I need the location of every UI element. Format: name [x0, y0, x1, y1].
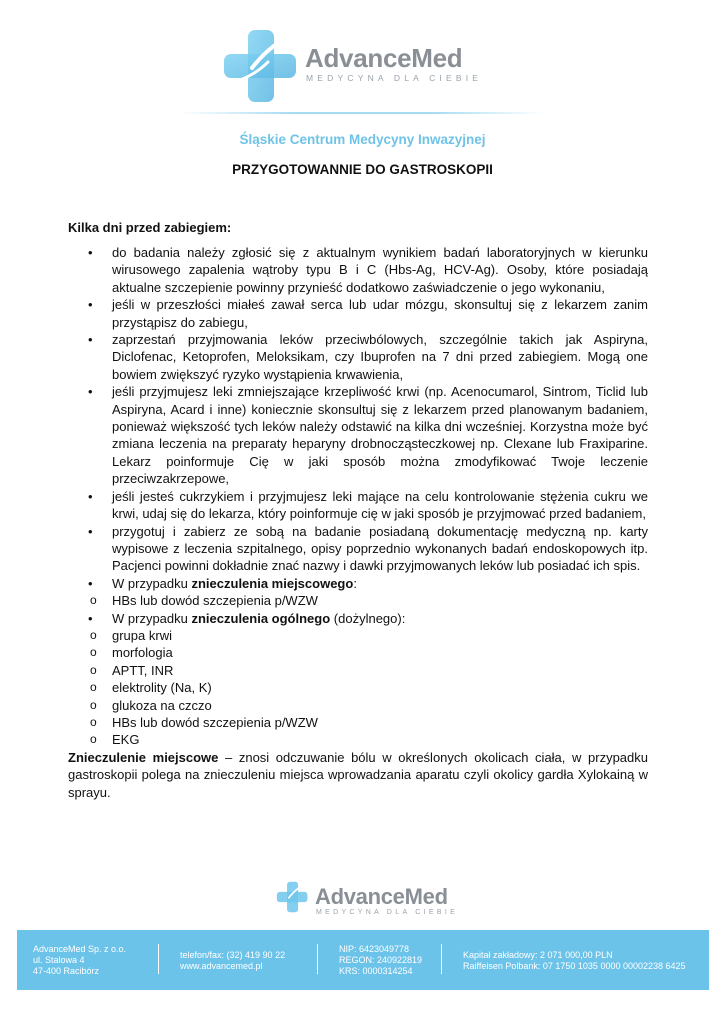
sub-list-item: o morfologia: [68, 644, 648, 661]
nip: NIP: 6423049778: [339, 944, 410, 954]
sub-list-item: o glukoza na czczo: [68, 697, 648, 714]
phone: telefon/fax: (32) 419 90 22: [180, 950, 286, 960]
city: 47-400 Racibórz: [33, 966, 100, 976]
footer-contact: [180, 950, 285, 972]
footer-registry: [339, 944, 422, 977]
anesthesia-note: [68, 749, 648, 801]
sub-list-item: o EKG: [68, 731, 648, 748]
sub-list-item: o HBs lub dowód szczepienia p/WZW: [68, 714, 648, 731]
instruction-list: [68, 244, 648, 592]
medical-cross-logo-icon: [222, 28, 302, 104]
list-item-local-anesthesia: [68, 575, 648, 592]
sub-list-item: o APTT, INR: [68, 662, 648, 679]
document-title: PRZYGOTOWANNIE DO GASTROSKOPII: [232, 162, 493, 177]
list-item-general-anesthesia: [68, 610, 648, 627]
street: ul. Stalowa 4: [33, 955, 85, 965]
footer-divider: [317, 944, 318, 974]
list-item: • zaprzestań przyjmowania leków przeciwbólowych, szczególnie takich jak Aspiryna, Diclofenac, Ketoprofen, Meloksikam, czy Ibuprofen na 7 dni przed zabiegiem. Mogą one bowiem zwiększyć ryzyko wystąpienia krwawienia,: [68, 331, 648, 383]
brand-name: AdvanceMed: [305, 43, 463, 73]
regon: REGON: 240922819: [339, 955, 423, 965]
list-item: • jeśli w przeszłości miałeś zawał serca lub udar mózgu, skonsultuj się z lekarzem zanim przystąpisz do zabiegu,: [68, 296, 648, 331]
item-text: (dożylnego):: [330, 610, 406, 626]
capital: Kapitał zakładowy: 2 071 000,00 PLN: [463, 950, 613, 960]
footer-divider: [158, 944, 159, 974]
krs: KRS: 0000314254: [339, 966, 413, 976]
bank-account: Raiffeisen Polbank: 07 1750 1035 0000 00002238 6425: [463, 961, 686, 971]
website-link[interactable]: www.advancemed.pl: [180, 961, 263, 971]
item-bold-text: znieczulenia ogólnego: [191, 610, 331, 626]
item-bold-text: znieczulenia miejscowego: [191, 575, 354, 591]
item-text: W przypadku: [112, 610, 192, 626]
center-name: Śląskie Centrum Medycyny Inwazyjnej: [239, 132, 486, 147]
brand-tagline: MEDYCYNA DLA CIEBIE: [306, 73, 483, 83]
company-name: AdvanceMed Sp. z o.o.: [33, 944, 127, 954]
section-heading: Kilka dni przed zabiegiem:: [68, 220, 232, 235]
local-anesthesia-list: [68, 592, 648, 609]
note-text: – znosi odczuwanie bólu w określonych okolicach ciała, w przypadku gastroskopii polega na znieczuleniu miejsca wprowadzania aparatu czyli okolicy gardła Xylokainą w sprayu.: [68, 749, 648, 800]
general-anesthesia-list: [68, 627, 648, 749]
sub-list-item: o HBs lub dowód szczepienia p/WZW: [68, 592, 648, 609]
item-text: :: [353, 575, 357, 591]
brand-name-footer: AdvanceMed: [315, 884, 448, 909]
item-text: W przypadku: [112, 575, 192, 591]
medical-cross-logo-icon: [276, 880, 310, 914]
instructions: [68, 244, 648, 814]
note-term: Znieczulenie miejscowe: [68, 749, 219, 765]
list-item: • jeśli przyjmujesz leki zmniejszające krzepliwość krwi (np. Acenocumarol, Sintrom, Ticlid lub Aspiryna, Acard i inne) koniecznie skonsultuj się z lekarzem przed planowanym badaniem, ponieważ większość tych leków należy odstawić na kilka dni wcześniej. Korzystna może być zmiana leczenia na preparaty heparyny drobnocząsteczkowej np. Clexane lub Fraxiparine. Lekarz poinformuje Cię w jaki sposób można zmodyfikować Twoje leczenie przeciwzakrzepowe,: [68, 383, 648, 487]
footer-address: [33, 944, 126, 977]
instruction-list-continued: [68, 610, 648, 627]
footer-divider: [441, 944, 442, 974]
header-divider: [180, 112, 545, 114]
footer-finance: [463, 950, 686, 972]
sub-list-item: o grupa krwi: [68, 627, 648, 644]
footer: [17, 930, 709, 990]
sub-list-item: o elektrolity (Na, K): [68, 679, 648, 696]
list-item: • przygotuj i zabierz ze sobą na badanie posiadaną dokumentację medyczną np. karty wypisowe z leczenia szpitalnego, opisy poprzednio wykonanych badań endoskopowych itp. Pacjenci powinni dokładnie znać nazwy i dawki przyjmowanych leków lub posiadać ich spis.: [68, 523, 648, 575]
list-item: • do badania należy zgłosić się z aktualnym wynikiem badań laboratoryjnych w kierunku wirusowego zapalenia wątroby typu B i C (Hbs-Ag, HCV-Ag). Osoby, które posiadają aktualne szczepienie powinny przynieść dodatkowo zaświadczenie o jego wykonaniu,: [68, 244, 648, 296]
list-item: • jeśli jesteś cukrzykiem i przyjmujesz leki mające na celu kontrolowanie stężenia cukru we krwi, udaj się do lekarza, który poinformuje cię w jaki sposób je przyjmować przed badaniem,: [68, 488, 648, 523]
brand-tagline-footer: MEDYCYNA DLA CIEBIE: [316, 909, 459, 916]
